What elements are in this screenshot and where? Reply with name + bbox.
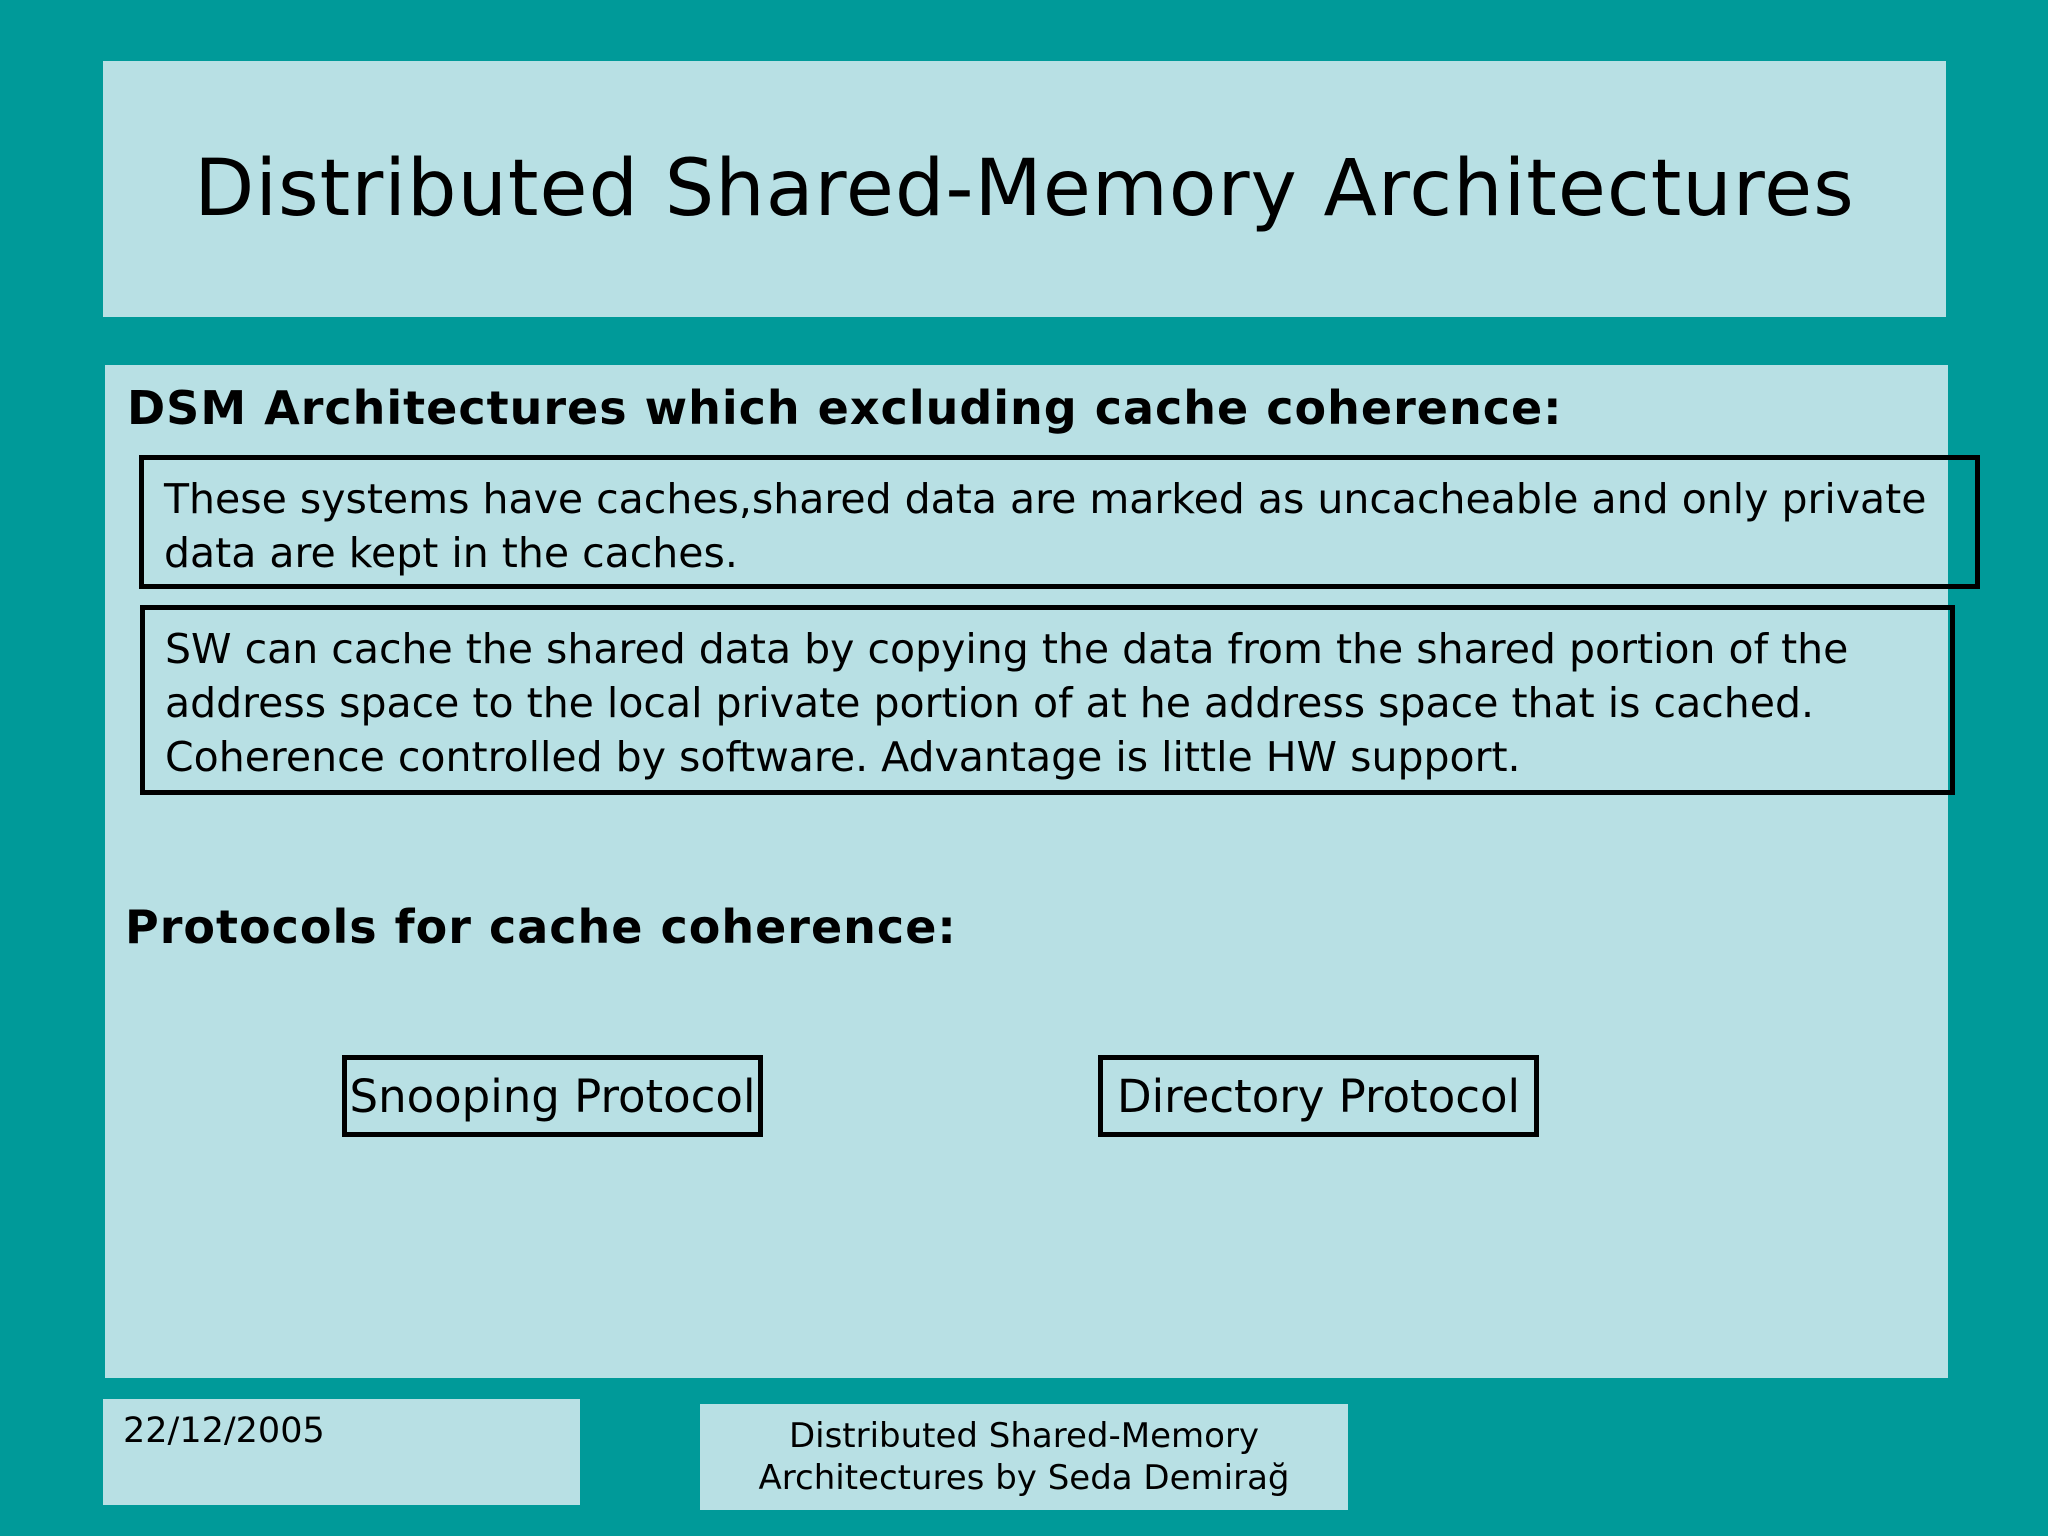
content-panel — [105, 365, 1948, 1378]
dsm-section-heading: DSM Architectures which excluding cache coherence: — [127, 381, 1563, 435]
footer-caption — [759, 1415, 1290, 1499]
title-panel — [103, 61, 1946, 317]
footer-caption-line-2: Architectures by Seda Demirağ — [758, 1458, 1290, 1498]
footer-date: 22/12/2005 — [123, 1411, 325, 1451]
slide-title: Distributed Shared-Memory Architectures — [194, 144, 1855, 234]
uncacheable-description-box: These systems have caches,shared data are marked as uncacheable and only private data are kept in the caches. — [139, 455, 1980, 589]
directory-protocol-box: Directory Protocol — [1098, 1055, 1539, 1137]
footer-date-panel — [103, 1399, 580, 1505]
protocols-section-heading: Protocols for cache coherence: — [125, 900, 957, 954]
snooping-protocol-box: Snooping Protocol — [342, 1055, 763, 1137]
software-coherence-description-box: SW can cache the shared data by copying the data from the shared portion of the address space to the local private portion of at he address space that is cached. Coherence controlled by software. Advantage is little HW support. — [140, 605, 1955, 795]
footer-caption-panel — [700, 1404, 1348, 1510]
footer-caption-line-1: Distributed Shared-Memory — [788, 1416, 1260, 1456]
